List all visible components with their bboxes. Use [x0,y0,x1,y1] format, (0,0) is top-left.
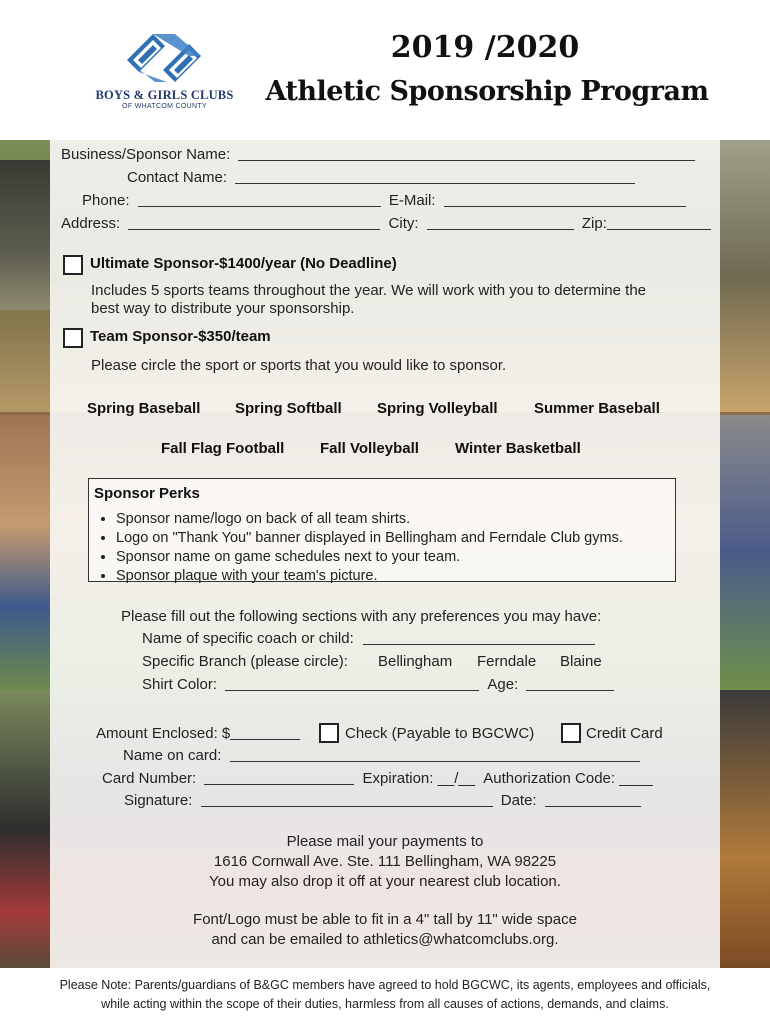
business-name-field[interactable] [238,146,695,161]
ultimate-sponsor-label: Ultimate Sponsor-$1400/year (No Deadline) [90,255,397,272]
kids-photo-left [0,415,50,690]
batter-photo [720,140,770,412]
expiration-field[interactable]: Expiration: __/__ [362,770,476,787]
perks-list [89,510,623,586]
sport-option[interactable]: Spring Volleyball [377,400,498,417]
address-row [61,215,711,232]
signature-row [124,792,641,809]
check-checkbox[interactable] [319,723,339,743]
amount-field[interactable] [230,725,300,740]
zip-field[interactable] [607,215,711,230]
football-photo-right [720,415,770,690]
sponsor-perks-box [88,478,676,582]
shirt-color-label: Shirt Color: [142,676,218,693]
branch-label: Specific Branch (please circle): [142,653,348,670]
ultimate-desc-line2: best way to distribute your sponsorship. [91,300,355,317]
shirt-age-row [142,676,614,693]
card-number-label: Card Number: [102,770,197,787]
date-label: Date: [500,792,537,809]
zip-label: Zip: [581,215,607,232]
phone-field[interactable] [138,192,381,207]
age-field[interactable] [526,676,614,691]
disclaimer-line2: while acting within the scope of their duties, harmless from all causes of actions, demands, and claims. [101,997,669,1011]
business-row [61,146,695,163]
business-label: Business/Sponsor Name: [61,146,231,163]
logo-name: BOYS & GIRLS CLUBS [95,88,234,102]
sport-option[interactable]: Winter Basketball [455,440,581,457]
address-field[interactable] [128,215,380,230]
mail-address: 1616 Cornwall Ave. Ste. 111 Bellingham, WA 98225 [213,853,557,870]
credit-card-checkbox[interactable] [561,723,581,743]
dugout-photo [0,160,50,310]
sport-option[interactable]: Spring Softball [235,400,342,417]
check-label: Check (Payable to BGCWC) [345,725,535,742]
branch-option[interactable]: Blaine [560,653,602,670]
branch-row [142,653,348,670]
email-label: E-Mail: [388,192,436,209]
team-sponsor-desc: Please circle the sport or sports that you would like to sponsor. [91,357,507,374]
team-sponsor-label: Team Sponsor-$350/team [90,328,271,345]
mail-line1: Please mail your payments to [286,833,484,850]
phone-email-row [82,192,686,209]
bgc-logo [92,30,237,112]
footer [0,968,770,1024]
gym-photo [720,690,770,968]
logo-size-note: Font/Logo must be able to fit in a 4" tall by 11" wide space [193,911,577,928]
program-year: 2019 /2020 [390,30,580,65]
team-sponsor-checkbox[interactable] [63,328,83,348]
list-item: • Logo on "Thank You" banner displayed in Bellingham and Ferndale Club gyms. [116,529,623,548]
sport-option[interactable]: Fall Volleyball [320,440,419,457]
contact-name-field[interactable] [235,169,635,184]
bgc-hands-icon [119,30,209,86]
card-name-row [123,747,640,764]
card-number-field[interactable] [204,770,354,785]
amount-row [96,725,300,742]
contact-row [127,169,635,186]
branch-option[interactable]: Bellingham [378,653,453,670]
preferences-intro: Please fill out the following sections with any preferences you may have: [121,608,602,625]
sport-option[interactable]: Spring Baseball [87,400,201,417]
coach-label: Name of specific coach or child: [142,630,354,647]
contact-label: Contact Name: [127,169,228,186]
signature-label: Signature: [124,792,193,809]
ultimate-sponsor-checkbox[interactable] [63,255,83,275]
city-field[interactable] [427,215,574,230]
coach-field[interactable] [363,630,595,645]
date-field[interactable] [545,792,641,807]
signature-field[interactable] [201,792,493,807]
coach-row [142,630,595,647]
card-number-row [102,770,653,787]
card-name-field[interactable] [230,747,640,762]
page-header [0,0,770,140]
branch-option[interactable]: Ferndale [477,653,537,670]
authorization-code-field[interactable]: Authorization Code: ____ [483,770,653,787]
sport-option[interactable]: Fall Flag Football [161,440,285,457]
age-label: Age: [487,676,519,693]
city-label: City: [388,215,419,232]
list-item: • Sponsor name on game schedules next to your team. [116,548,623,567]
card-name-label: Name on card: [123,747,222,764]
mail-line3: You may also drop it off at your nearest club location. [209,873,561,890]
list-item: • Sponsor name/logo on back of all team shirts. [116,510,623,529]
address-label: Address: [61,215,121,232]
disclaimer-line1: Please Note: Parents/guardians of B&GC members have agreed to hold BGCWC, its agents, employees and officials, [59,978,711,992]
sport-option[interactable]: Summer Baseball [534,400,660,417]
email-field[interactable] [444,192,686,207]
page-title: Athletic Sponsorship Program [265,76,709,107]
amount-label: Amount Enclosed: $ [96,725,231,742]
phone-label: Phone: [82,192,130,209]
ultimate-desc-line1: Includes 5 sports teams throughout the year. We will work with you to determine the [91,282,646,299]
credit-card-label: Credit Card [586,725,663,742]
logo-subtitle: OF WHATCOM COUNTY [122,103,207,110]
list-item: • Sponsor plaque with your team's picture. [116,567,623,586]
catcher-photo [0,690,50,968]
perks-title: Sponsor Perks [94,485,200,502]
email-note: and can be emailed to athletics@whatcomclubs.org. [211,931,559,948]
shirt-color-field[interactable] [225,676,479,691]
